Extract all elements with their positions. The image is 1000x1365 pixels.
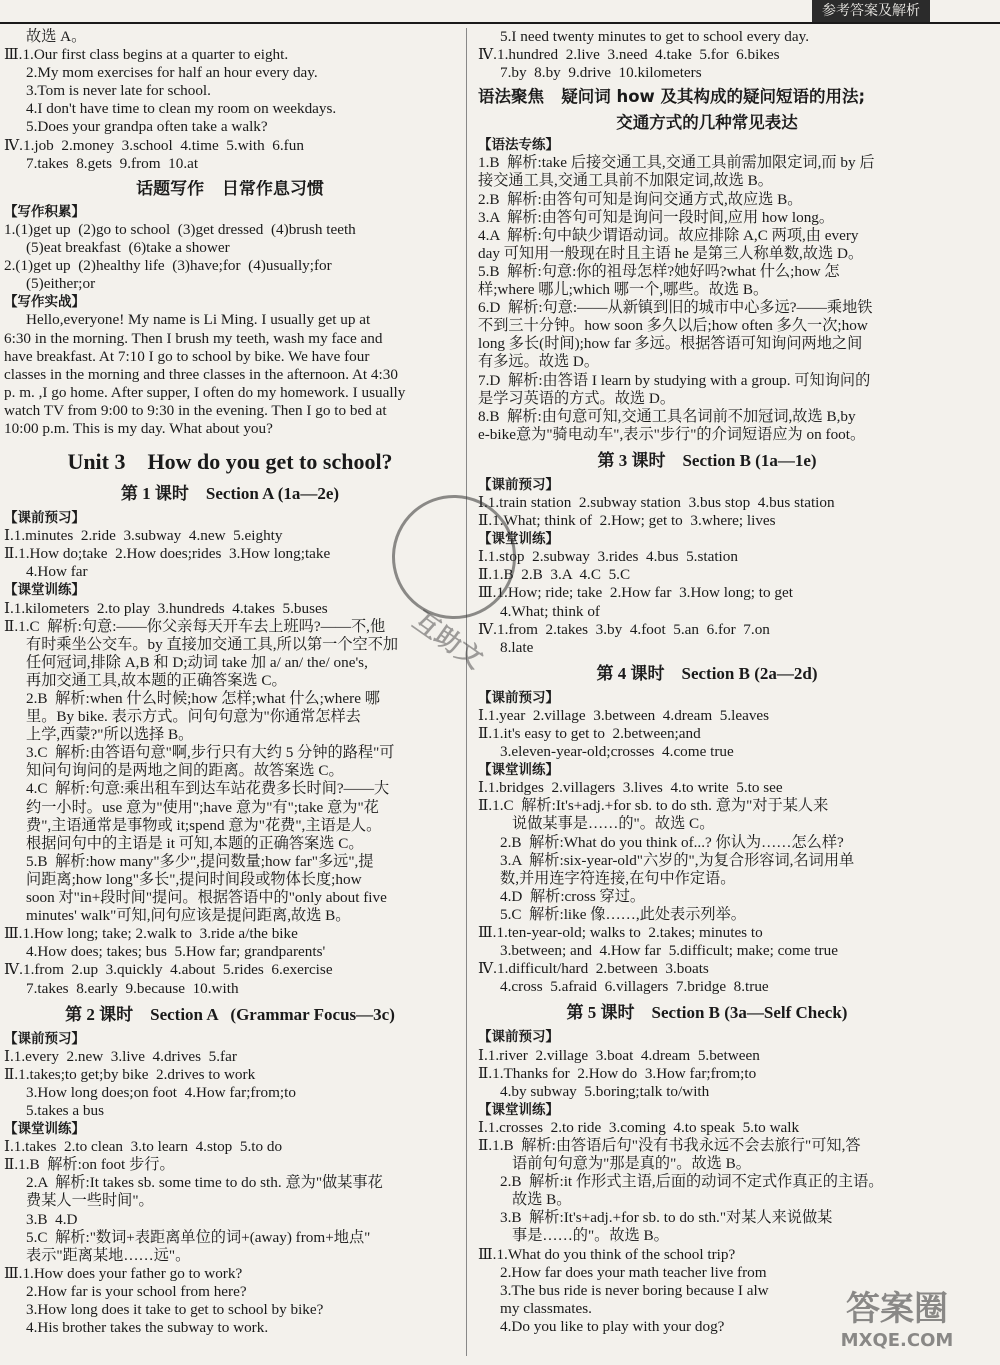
right-line: 数,并用连字符连接,在句中作定语。 [500,869,736,887]
right-line: Ⅰ.1.river 2.village 3.boat 4.dream 5.between [478,1046,760,1064]
right-line: 2.B 解析:What do you think of...? 你认为……怎么样? [500,833,844,851]
right-line: 3.B 解析:It's+adj.+for sb. to do sth."对某人来说做某 [500,1209,833,1227]
right-line: 语法聚焦 疑问词 how 及其构成的疑问短语的用法; [478,87,866,107]
left-line: 2.(1)get up (2)healthy life (3)have;for (4)usually;for [4,257,332,275]
left-line: watch TV from 9:00 to 9:30 in the evening. Then I go to bed at [4,401,387,419]
left-line: 【写作积累】 [4,203,85,220]
right-line: 第 5 课时 Section B (3a—Self Check) [566,1003,848,1023]
right-line: 第 4 课时 Section B (2a—2d) [596,663,818,683]
left-line: 任何冠词,排除 A,B 和 D;动词 take 加 a/ an/ the/ one's, [26,653,368,671]
right-line: 【课堂训练】 [478,1101,559,1118]
right-line: 5.C 解析:like 像……,此处表示列举。 [500,905,746,923]
right-line: Ⅲ.1.ten-year-old; walks to 2.takes; minutes to [478,924,763,942]
right-line: day 可知用一般现在时且主语 he 是第三人称单数,故选 D。 [478,244,864,262]
right-line: 【课前预习】 [478,476,559,493]
site-logo [802,1287,992,1357]
right-line: 不到三十分钟。how soon 多久以后;how often 多久一次;how [478,317,868,335]
right-line: 4.A 解析:句中缺少谓语动词。故应排除 A,C 两项,由 every [478,226,859,244]
left-line: 2.A 解析:It takes sb. some time to do sth. 意为"做某事花 [26,1174,383,1192]
right-line: 3.eleven-year-old;crosses 4.come true [500,743,734,761]
left-line: (5)either;or [26,275,96,293]
left-line: 问距离;how long"多长",提问时间段或物体长度;how [26,870,362,888]
left-line: 7.takes 8.gets 9.from 10.at [26,154,199,172]
left-line: 故选 A。 [26,28,87,45]
left-line: 费某人一些时间"。 [26,1192,154,1210]
watermark-stamp-text: 互助文 [407,605,489,676]
left-line: 10:00 p.m. This is my day. What about you? [4,419,273,437]
right-line: 故选 B。 [512,1191,572,1209]
right-line: Ⅰ.1.stop 2.subway 3.rides 4.bus 5.station [478,548,738,566]
left-line: 【课堂训练】 [4,1121,85,1138]
left-line: 【课堂训练】 [4,582,85,599]
left-line: Ⅱ.1.B 解析:on foot 步行。 [4,1156,175,1174]
left-line: Ⅲ.1.Our first class begins at a quarter to eight. [4,46,289,64]
right-line: Ⅰ.1.crosses 2.to ride 3.coming 4.to speak 5.to walk [478,1118,800,1136]
right-line: 事是……的"。故选 B。 [512,1227,669,1245]
right-line: Ⅲ.1.What do you think of the school trip? [478,1245,736,1263]
right-line: 4.cross 5.afraid 6.villagers 7.bridge 8.true [500,978,769,996]
left-line: 2.B 解析:when 什么时候;how 怎样;what 什么;where 哪 [26,690,380,707]
left-line: 再加交通工具,故本题的正确答案选 C。 [26,671,287,689]
right-line: 说做某事是……的"。故选 C。 [512,815,715,833]
left-line: have breakfast. At 7:10 I go to school by bike. We have four [4,347,370,365]
left-line: 5.B 解析:how many"多少",提问数量;how far"多远",提 [26,852,374,870]
right-line: 是学习英语的方式。故选 D。 [478,389,676,407]
logo-text: 答案圈 [846,1289,948,1329]
left-line: Ⅰ.1.takes 2.to clean 3.to learn 4.stop 5.to do [4,1138,283,1156]
left-line: 【课前预习】 [4,1030,85,1047]
right-line: Ⅱ.1.it's easy to get to 2.between;and [478,725,701,742]
right-line: e-bike意为"骑电动车",表示"步行"的介词短语应为 on foot。 [478,425,866,443]
right-line: 8.late [500,638,534,656]
left-line: 1.(1)get up (2)go to school (3)get dressed (4)brush teeth [4,220,356,238]
left-line: 知问句询问的是两地之间的距离。故答案选 C。 [26,762,344,780]
right-line: 样;where 哪儿;which 哪一个,哪些。故选 B。 [478,281,769,299]
right-line: 4.by subway 5.boring;talk to/with [500,1082,710,1100]
right-line: Ⅱ.1.Thanks for 2.How do 3.How far;from;to [478,1064,757,1082]
right-line: Ⅰ.1.bridges 2.villagers 3.lives 4.to write 5.to see [478,779,783,797]
right-line: 【课堂训练】 [478,762,559,779]
right-line: 4.What; think of [500,602,600,620]
left-line: Ⅱ.1.How do;take 2.How does;rides 3.How long;take [4,545,331,563]
left-line: 5.C 解析:"数词+表距离单位的词+(away) from+地点" [26,1228,371,1246]
left-line: Ⅲ.1.How does your father go to work? [4,1264,243,1282]
left-line: minutes' walk"可知,问句应该是提问距离,故选 B。 [26,907,351,925]
left-line: p. m. ,I go home. After supper, I often do my homework. I usually [4,383,406,401]
right-line: 3.A 解析:six-year-old"六岁的",为复合形容词,名词用单 [500,851,855,869]
right-line: 3.The bus ride is never boring because I alw [500,1281,769,1299]
left-line: 【课前预习】 [4,510,85,527]
left-line: Ⅱ.1.C 解析:句意:——你父亲每天开车去上班吗?——不,他 [4,617,386,635]
right-line: 6.D 解析:句意:——从新镇到旧的城市中心多远?——乘地铁 [478,299,873,317]
right-line: Ⅱ.1.B 解析:由答语后句"没有书我永远不会去旅行"可知,答 [478,1136,861,1154]
left-line: Hello,everyone! My name is Li Ming. I usually get up at [26,311,371,329]
right-line: 5.B 解析:句意:你的祖母怎样?她好吗?what 什么;how 怎 [478,262,840,280]
left-line: Ⅲ.1.How long; take; 2.walk to 3.ride a/the bike [4,925,298,943]
right-line: 【课堂训练】 [478,531,559,548]
right-line: Ⅳ.1.hundred 2.live 3.need 4.take 5.for 6.bikes [478,46,780,64]
left-line: 4.I don't have time to clean my room on weekdays. [26,100,337,118]
header-bar [0,0,1000,24]
left-column [4,28,456,1337]
left-line: 【写作实战】 [4,294,85,311]
right-line: 7.D 解析:由答语 I learn by studying with a group. 可知询问的 [478,371,871,389]
right-line: 【课前预习】 [478,689,559,706]
right-line: 7.by 8.by 9.drive 10.kilometers [500,64,702,82]
left-line: 6:30 in the morning. Then I brush my teeth, wash my face and [4,329,383,347]
left-line: 5.takes a bus [26,1101,105,1119]
left-line: 5.Does your grandpa often take a walk? [26,118,268,136]
left-line: 3.Tom is never late for school. [26,82,211,100]
left-line: Ⅰ.1.every 2.new 3.live 4.drives 5.far [4,1047,237,1065]
right-line: 2.B 解析:由答句可知是询问交通方式,故应选 B。 [478,190,803,208]
right-line: 第 3 课时 Section B (1a—1e) [597,450,817,470]
left-line: 第 1 课时 Section A (1a—2e) [120,484,340,504]
right-line: long 多长(时间);how far 多远。根据答语可知询问两地之间 [478,335,863,353]
right-line: 【语法专练】 [478,137,559,154]
right-column [478,28,936,1336]
left-line: 约一小时。use 意为"使用";have 意为"有";take 意为"花 [26,798,379,816]
logo-url: MXQE.COM [840,1330,954,1351]
left-line: 4.C 解析:句意:乘出租车到达车站花费多长时间?——大 [26,780,390,798]
column-divider [466,28,467,1356]
left-line: 4.His brother takes the subway to work. [26,1319,269,1337]
right-line: 交通方式的几种常见表达 [616,113,798,133]
right-line: 1.B 解析:take 后接交通工具,交通工具前需加限定词,而 by 后 [478,154,875,172]
right-line: 【课前预习】 [478,1029,559,1046]
left-line: 上学,西蒙?"所以选择 B。 [26,726,194,744]
left-line: Ⅰ.1.minutes 2.ride 3.subway 4.new 5.eighty [4,527,283,545]
left-line: Ⅳ.1.from 2.up 3.quickly 4.about 5.rides 6.exercise [4,961,333,979]
right-line: Ⅰ.1.year 2.village 3.between 4.dream 5.leaves [478,706,770,724]
right-line: 有多远。故选 D。 [478,353,600,371]
left-line: 第 2 课时 Section A (Grammar Focus—3c) [65,1004,395,1024]
right-line: 5.I need twenty minutes to get to school every day. [500,28,810,45]
right-line: 4.Do you like to play with your dog? [500,1317,725,1335]
right-line: Ⅲ.1.How; ride; take 2.How far 3.How long; to get [478,584,793,602]
right-line: 3.between; and 4.How far 5.difficult; make; come true [500,942,838,960]
right-line: Ⅱ.1.What; think of 2.How; get to 3.where; lives [478,512,776,530]
right-line: 4.D 解析:cross 穿过。 [500,887,646,905]
right-line: Ⅳ.1.difficult/hard 2.between 3.boats [478,960,709,978]
left-line: 话题写作 日常作息习惯 [136,179,324,198]
right-line: Ⅱ.1.B 2.B 3.A 4.C 5.C [478,566,631,584]
left-line: 4.How far [26,563,88,581]
left-line: 3.C 解析:由答语句意"啊,步行只有大约 5 分钟的路程"可 [26,744,395,762]
right-line: 3.A 解析:由答句可知是询问一段时间,应用 how long。 [478,208,835,226]
left-line: Unit 3 How do you get to school? [67,449,393,475]
left-line: 3.How long does;on foot 4.How far;from;to [26,1083,296,1101]
left-line: Ⅱ.1.takes;to get;by bike 2.drives to work [4,1065,256,1083]
right-line: 2.How far does your math teacher live from [500,1263,767,1281]
right-line: Ⅱ.1.C 解析:It's+adj.+for sb. to do sth. 意为"对于某人来 [478,797,829,815]
left-line: 费",主语通常是事物或 it;spend 意为"花费",主语是人。 [26,816,382,834]
right-line: 2.B 解析:it 作形式主语,后面的动词不定式作真正的主语。 [500,1173,884,1191]
right-line: 接交通工具,交通工具前不加限定词,故选 B。 [478,172,773,190]
header-tag: 参考答案及解析 [812,0,930,22]
left-line: Ⅰ.1.kilometers 2.to play 3.hundreds 4.takes 5.buses [4,599,328,617]
left-line: 4.How does; takes; bus 5.How far; grandparents' [26,943,326,961]
left-line: classes in the morning and three classes in the afternoon. At 4:30 [4,365,398,383]
left-line: (5)eat breakfast (6)take a shower [26,239,230,257]
left-line: 里。By bike. 表示方式。问句句意为"你通常怎样去 [26,708,361,726]
left-line: 3.How long does it take to get to school by bike? [26,1301,324,1318]
right-line: 语前句句意为"那是真的"。故选 B。 [512,1155,751,1173]
right-line: 8.B 解析:由句意可知,交通工具名词前不加冠词,故选 B,by [478,407,856,425]
left-line: soon 对"in+段时间"提问。根据答语中的"only about five [26,889,387,907]
left-line: 根据问句中的主语是 it 可知,本题的正确答案选 C。 [26,834,364,852]
left-line: 7.takes 8.early 9.because 10.with [26,979,239,997]
left-line: 表示"距离某地……远"。 [26,1246,191,1264]
left-line: 2.How far is your school from here? [26,1282,247,1300]
right-line: my classmates. [500,1299,592,1317]
left-line: 3.B 4.D [26,1210,78,1228]
right-line: Ⅰ.1.train station 2.subway station 3.bus stop 4.bus station [478,493,835,511]
left-line: 2.My mom exercises for half an hour every day. [26,64,318,82]
right-line: Ⅳ.1.from 2.takes 3.by 4.foot 5.an 6.for 7.on [478,620,770,638]
left-line: 有时乘坐公交车。by 直接加交通工具,所以第一个空不加 [26,635,399,653]
left-line: Ⅳ.1.job 2.money 3.school 4.time 5.with 6.fun [4,136,304,154]
